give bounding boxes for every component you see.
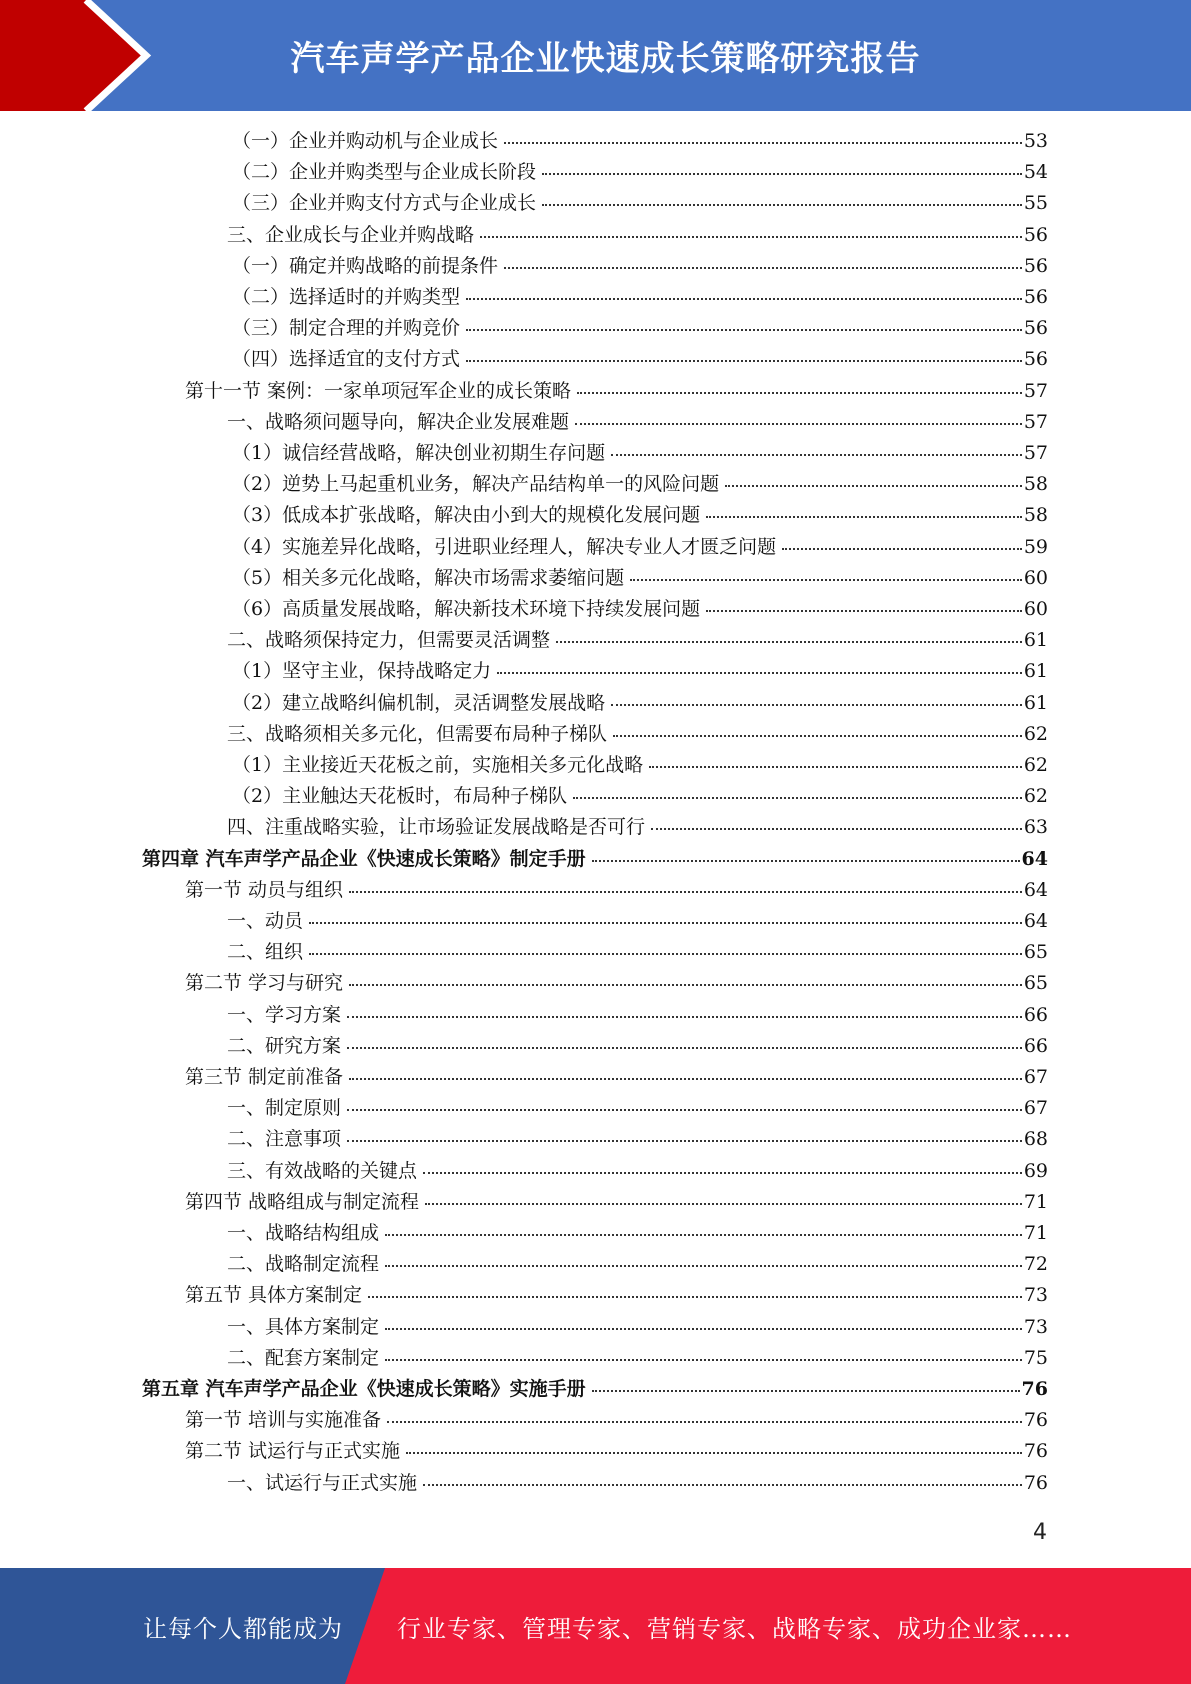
- toc-entry[interactable]: [232, 469, 1048, 500]
- toc-entry[interactable]: [232, 251, 1048, 282]
- toc-leader-dots: [385, 1327, 1022, 1330]
- toc-entry-title: （四）选择适宜的支付方式: [232, 348, 461, 371]
- toc-leader-dots: [385, 1358, 1022, 1361]
- toc-entry-page: 67: [1023, 1066, 1048, 1088]
- toc-leader-dots: [425, 1202, 1022, 1205]
- toc-entry[interactable]: [227, 1218, 1048, 1249]
- toc-entry[interactable]: [232, 157, 1048, 188]
- toc-entry-page: 56: [1023, 254, 1048, 277]
- toc-entry-page: 64: [1023, 910, 1048, 932]
- toc-leader-dots: [573, 796, 1022, 799]
- toc-entry[interactable]: [232, 750, 1048, 781]
- toc-entry-page: 57: [1023, 379, 1048, 402]
- toc-entry[interactable]: [227, 937, 1048, 968]
- toc-entry-page: 56: [1023, 317, 1048, 340]
- toc-entry-title: 一、战略结构组成: [227, 1222, 380, 1244]
- toc-entry[interactable]: [142, 844, 1048, 875]
- toc-entry[interactable]: [232, 532, 1048, 563]
- toc-entry[interactable]: [142, 1374, 1048, 1405]
- toc-entry[interactable]: [232, 563, 1048, 594]
- toc-leader-dots: [368, 1295, 1022, 1298]
- footer-slogan-left: 让每个人都能成为: [143, 1614, 343, 1643]
- toc-entry[interactable]: [232, 438, 1048, 469]
- toc-entry[interactable]: [227, 1000, 1048, 1031]
- toc-entry-page: 73: [1023, 1284, 1048, 1307]
- toc-entry[interactable]: [227, 1156, 1048, 1187]
- toc-entry-page: 63: [1023, 816, 1048, 839]
- toc-entry[interactable]: [232, 500, 1048, 531]
- toc-leader-dots: [504, 266, 1022, 269]
- toc-entry-title: 第二节 试运行与正式实施: [185, 1440, 401, 1463]
- toc-entry-title: 三、企业成长与企业并购战略: [227, 223, 475, 246]
- toc-entry-page: 55: [1023, 192, 1048, 215]
- toc-leader-dots: [542, 172, 1022, 175]
- toc-entry-page: 57: [1023, 442, 1048, 464]
- toc-leader-dots: [556, 640, 1022, 643]
- toc-entry-page: 75: [1023, 1346, 1048, 1369]
- toc-entry-title: 一、制定原则: [227, 1097, 342, 1120]
- toc-leader-dots: [592, 1389, 1020, 1392]
- toc-entry-title: （5）相关多元化战略，解决市场需求萎缩问题: [232, 566, 625, 589]
- toc-entry[interactable]: [227, 1249, 1048, 1280]
- toc-entry[interactable]: [227, 1031, 1048, 1062]
- toc-entry[interactable]: [185, 1405, 1048, 1436]
- toc-leader-dots: [577, 391, 1022, 394]
- toc-entry-page: 61: [1023, 660, 1048, 683]
- toc-entry-page: 66: [1023, 1003, 1048, 1026]
- toc-leader-dots: [347, 1108, 1022, 1111]
- toc-entry-page: 71: [1023, 1222, 1048, 1244]
- toc-entry[interactable]: [227, 407, 1048, 438]
- toc-leader-dots: [651, 827, 1022, 830]
- toc-leader-dots: [630, 578, 1022, 581]
- toc-leader-dots: [466, 328, 1022, 331]
- toc-leader-dots: [347, 1046, 1022, 1049]
- toc-entry-title: 第五节 具体方案制定: [185, 1284, 363, 1307]
- toc-leader-dots: [466, 359, 1022, 362]
- toc-entry-page: 76: [1023, 1471, 1048, 1494]
- toc-entry[interactable]: [185, 1062, 1048, 1093]
- toc-leader-dots: [309, 921, 1022, 924]
- toc-entry-page: 61: [1023, 691, 1048, 714]
- toc-entry-title: 二、配套方案制定: [227, 1346, 380, 1369]
- toc-entry[interactable]: [185, 1187, 1048, 1218]
- toc-entry-title: （1）主业接近天花板之前，实施相关多元化战略: [232, 754, 644, 776]
- toc-leader-dots: [611, 703, 1022, 706]
- toc-entry[interactable]: [227, 1124, 1048, 1155]
- toc-entry-title: （4）实施差异化战略，引进职业经理人，解决专业人才匮乏问题: [232, 535, 777, 558]
- toc-entry-title: （3）低成本扩张战略，解决由小到大的规模化发展问题: [232, 504, 701, 527]
- toc-entry-title: （1）诚信经营战略，解决创业初期生存问题: [232, 442, 606, 464]
- toc-entry[interactable]: [232, 594, 1048, 625]
- toc-entry-page: 65: [1023, 972, 1048, 995]
- toc-entry-title: （2）建立战略纠偏机制，灵活调整发展战略: [232, 691, 606, 714]
- toc-entry-title: 第五章 汽车声学产品企业《快速成长策略》实施手册: [142, 1378, 586, 1400]
- toc-entry-page: 76: [1021, 1378, 1048, 1400]
- toc-entry-title: （二）选择适时的并购类型: [232, 286, 461, 308]
- toc-entry[interactable]: [227, 220, 1048, 251]
- toc-entry[interactable]: [185, 376, 1048, 407]
- toc-entry-title: （三）制定合理的并购竞价: [232, 317, 461, 340]
- toc-leader-dots: [504, 141, 1022, 144]
- toc-entry-page: 76: [1023, 1440, 1048, 1463]
- toc-entry-page: 54: [1023, 161, 1048, 184]
- toc-entry[interactable]: [185, 875, 1048, 906]
- toc-entry-page: 76: [1023, 1409, 1048, 1432]
- toc-entry-title: （二）企业并购类型与企业成长阶段: [232, 161, 537, 184]
- toc-leader-dots: [385, 1233, 1022, 1236]
- toc-entry-title: 第一节 培训与实施准备: [185, 1409, 382, 1432]
- toc-entry-title: 二、注意事项: [227, 1128, 342, 1151]
- toc-entry-title: （1）坚守主业，保持战略定力: [232, 660, 492, 683]
- toc-entry[interactable]: [232, 344, 1048, 375]
- toc-entry-page: 65: [1023, 941, 1048, 964]
- toc-entry[interactable]: [185, 1280, 1048, 1311]
- toc-entry[interactable]: [232, 656, 1048, 687]
- toc-leader-dots: [349, 1077, 1022, 1080]
- toc-entry-page: 53: [1023, 130, 1048, 152]
- toc-entry[interactable]: [232, 282, 1048, 313]
- toc-entry-title: 二、战略须保持定力，但需要灵活调整: [227, 629, 551, 652]
- toc-entry-page: 60: [1023, 566, 1048, 589]
- toc-entry-page: 62: [1023, 754, 1048, 776]
- toc-entry-page: 58: [1023, 473, 1048, 496]
- toc-leader-dots: [423, 1171, 1022, 1174]
- toc-entry-title: 第三节 制定前准备: [185, 1066, 344, 1088]
- toc-entry-page: 60: [1023, 598, 1048, 620]
- toc-entry[interactable]: [227, 906, 1048, 937]
- toc-leader-dots: [611, 453, 1022, 456]
- report-title: 汽车声学产品企业快速成长策略研究报告: [290, 39, 921, 79]
- toc-leader-dots: [349, 890, 1022, 893]
- toc-entry-title: 一、动员: [227, 910, 304, 932]
- toc-leader-dots: [480, 235, 1022, 238]
- toc-entry-title: （三）企业并购支付方式与企业成长: [232, 192, 537, 215]
- toc-leader-dots: [542, 203, 1022, 206]
- toc-entry-page: 67: [1023, 1097, 1048, 1120]
- toc-leader-dots: [387, 1420, 1022, 1423]
- toc-entry-title: 第二节 学习与研究: [185, 972, 344, 995]
- toc-entry-page: 59: [1023, 535, 1048, 558]
- toc-entry[interactable]: [227, 1093, 1048, 1124]
- toc-entry-page: 72: [1023, 1253, 1048, 1276]
- toc-entry[interactable]: [227, 625, 1048, 656]
- toc-entry-page: 66: [1023, 1034, 1048, 1057]
- toc-entry-title: （一）确定并购战略的前提条件: [232, 254, 499, 277]
- toc-entry-title: 二、组织: [227, 941, 304, 964]
- toc-leader-dots: [497, 671, 1022, 674]
- toc-entry[interactable]: [232, 313, 1048, 344]
- toc-entry-page: 64: [1021, 847, 1048, 870]
- toc-leader-dots: [347, 1015, 1022, 1018]
- toc-entry[interactable]: [227, 719, 1048, 750]
- page-number: 4: [1033, 1520, 1047, 1545]
- footer-slogan-right: 行业专家、管理专家、营销专家、战略专家、成功企业家……: [397, 1614, 1072, 1643]
- toc-entry-title: 三、战略须相关多元化，但需要布局种子梯队: [227, 722, 608, 745]
- toc-entry-title: （6）高质量发展战略，解决新技术环境下持续发展问题: [232, 598, 701, 620]
- toc-leader-dots: [406, 1451, 1022, 1454]
- toc-entry-page: 58: [1023, 504, 1048, 527]
- toc-entry[interactable]: [227, 812, 1048, 843]
- toc-entry-title: 第十一节 案例：一家单项冠军企业的成长策略: [185, 379, 572, 402]
- toc-leader-dots: [349, 983, 1022, 986]
- toc-leader-dots: [347, 1139, 1022, 1142]
- toc-entry-title: 第四章 汽车声学产品企业《快速成长策略》制定手册: [142, 847, 586, 870]
- toc-entry-title: （2）主业触达天花板时，布局种子梯队: [232, 785, 568, 808]
- toc-entry[interactable]: [232, 126, 1048, 157]
- toc-entry[interactable]: [185, 1436, 1048, 1467]
- toc-entry-page: 61: [1023, 629, 1048, 652]
- toc-leader-dots: [613, 734, 1022, 737]
- toc-entry-title: 第一节 动员与组织: [185, 878, 344, 901]
- toc-leader-dots: [725, 484, 1022, 487]
- toc-entry-page: 56: [1023, 223, 1048, 246]
- toc-entry[interactable]: [227, 1468, 1048, 1499]
- toc-entry-page: 73: [1023, 1315, 1048, 1338]
- toc-entry-title: 一、学习方案: [227, 1003, 342, 1026]
- toc-entry-title: 二、研究方案: [227, 1034, 342, 1057]
- toc-leader-dots: [575, 422, 1022, 425]
- toc-entry-title: 第四节 战略组成与制定流程: [185, 1190, 420, 1213]
- toc-entry[interactable]: [185, 968, 1048, 999]
- toc-leader-dots: [423, 1483, 1022, 1486]
- toc-entry-page: 57: [1023, 410, 1048, 433]
- toc-leader-dots: [706, 609, 1022, 612]
- toc-leader-dots: [385, 1264, 1022, 1267]
- toc-entry-title: 一、试运行与正式实施: [227, 1471, 418, 1494]
- toc-entry-title: 一、战略须问题导向，解决企业发展难题: [227, 410, 570, 433]
- header-band: [0, 0, 1191, 111]
- toc-entry-title: 一、具体方案制定: [227, 1315, 380, 1338]
- toc-entry-title: 三、有效战略的关键点: [227, 1159, 418, 1182]
- footer-band: [0, 1568, 1191, 1684]
- toc-leader-dots: [649, 765, 1022, 768]
- toc-entry[interactable]: [227, 1343, 1048, 1374]
- toc-entry-title: （2）逆势上马起重机业务，解决产品结构单一的风险问题: [232, 473, 720, 496]
- toc-entry-page: 56: [1023, 348, 1048, 371]
- toc-leader-dots: [466, 297, 1022, 300]
- toc-entry-page: 64: [1023, 878, 1048, 901]
- toc-leader-dots: [706, 515, 1022, 518]
- toc-entry-page: 62: [1023, 785, 1048, 808]
- toc-entry[interactable]: [232, 188, 1048, 219]
- toc-leader-dots: [309, 952, 1022, 955]
- toc-leader-dots: [782, 547, 1022, 550]
- toc-entry-page: 62: [1023, 722, 1048, 745]
- toc-entry-title: （一）企业并购动机与企业成长: [232, 130, 499, 152]
- toc-entry[interactable]: [227, 1312, 1048, 1343]
- toc-entry-title: 二、战略制定流程: [227, 1253, 380, 1276]
- toc-entry[interactable]: [232, 781, 1048, 812]
- toc-entry-page: 69: [1023, 1159, 1048, 1182]
- toc-leader-dots: [592, 859, 1020, 862]
- toc-entry-page: 56: [1023, 286, 1048, 308]
- toc-entry[interactable]: [232, 688, 1048, 719]
- toc-entry-page: 71: [1023, 1190, 1048, 1213]
- toc-entry-title: 四、注重战略实验，让市场验证发展战略是否可行: [227, 816, 646, 839]
- toc-entry-page: 68: [1023, 1128, 1048, 1151]
